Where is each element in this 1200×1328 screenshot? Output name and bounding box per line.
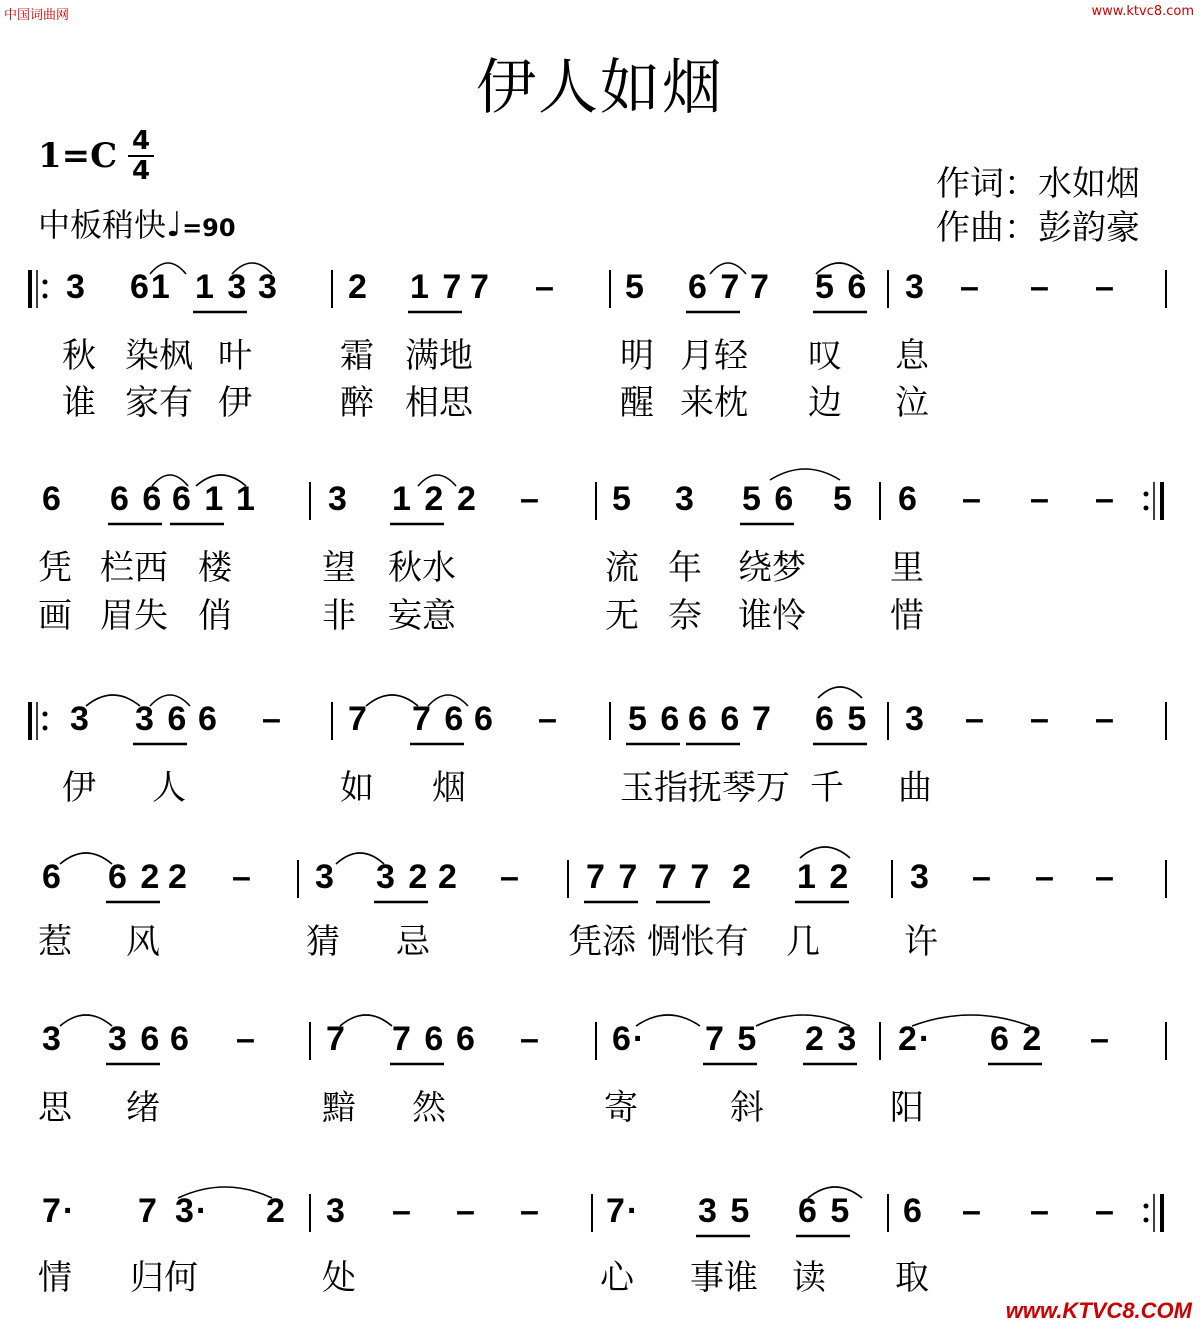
- slur-arc: [756, 1015, 850, 1026]
- lyric-syllable: 年: [668, 548, 702, 588]
- note-group: 1 2: [797, 858, 851, 896]
- note-group: 3: [326, 1192, 347, 1230]
- note-group: 3: [42, 1020, 63, 1058]
- composer-credit: 作曲：彭韵豪: [936, 208, 1140, 248]
- note-group: –: [1035, 858, 1056, 896]
- slur-arc: [418, 475, 456, 486]
- song-title: 伊人如烟: [476, 53, 724, 123]
- note-group: 2 3: [805, 1020, 859, 1058]
- lyric-syllable: 流: [605, 548, 639, 588]
- lyric-syllable: 里: [890, 548, 924, 588]
- note-group: –: [520, 480, 541, 518]
- note-group: 61: [130, 268, 172, 306]
- slur-arc: [232, 263, 272, 274]
- lyric-syllable: 取: [895, 1258, 929, 1298]
- lyric-syllable: 心: [600, 1258, 634, 1298]
- note-group: 5 6: [815, 268, 869, 306]
- note-group: 6: [198, 700, 219, 738]
- lyric-syllable: 画: [38, 596, 72, 636]
- lyric-syllable: 人: [152, 768, 186, 808]
- lyric-syllable: 玉指抚琴万: [620, 768, 790, 808]
- note-group: 3: [66, 268, 87, 306]
- lyric-syllable: 明: [620, 336, 654, 376]
- slur-arc: [86, 695, 140, 706]
- lyric-syllable: 醉: [340, 383, 374, 423]
- note-group: 5 6: [628, 700, 682, 738]
- lyric-syllable: 染枫: [125, 336, 193, 376]
- note-group: 3: [258, 268, 279, 306]
- lyric-syllable: 如: [340, 768, 374, 808]
- note-group: 2: [168, 858, 189, 896]
- tempo-text: 中板稍快: [38, 206, 167, 244]
- lyric-syllable: 阳: [890, 1088, 924, 1128]
- note-group: –: [972, 858, 993, 896]
- slur-arc: [770, 469, 840, 480]
- note-group: –: [392, 1192, 413, 1230]
- note-group: 5 6: [742, 480, 796, 518]
- lyric-syllable: 秋: [62, 336, 96, 376]
- lyric-syllable: 几: [786, 922, 820, 962]
- lyric-syllable: 非: [322, 596, 356, 636]
- lyric-syllable: 事谁: [690, 1258, 758, 1298]
- note-group: 7 6: [392, 1020, 446, 1058]
- lyric-syllable: 风: [126, 922, 160, 962]
- note-group: –: [962, 480, 983, 518]
- note-group: 2: [457, 480, 478, 518]
- lyric-syllable: 伊: [218, 383, 252, 423]
- slur-arc: [818, 687, 862, 698]
- note-group: 7: [750, 268, 771, 306]
- note-group: 2·: [898, 1020, 933, 1058]
- note-group: 7: [138, 1192, 159, 1230]
- note-group: 6: [42, 480, 63, 518]
- lyric-syllable: 眉失: [100, 596, 168, 636]
- lyric-syllable: 归何: [130, 1258, 198, 1298]
- lyricist-credit: 作词：水如烟: [936, 164, 1140, 204]
- note-group: 7: [348, 700, 369, 738]
- note-group: 6 6: [110, 480, 164, 518]
- slur-arc: [60, 853, 112, 864]
- repeat-dot: [1144, 1204, 1149, 1209]
- lyric-syllable: 惹: [38, 922, 72, 962]
- note-group: –: [965, 700, 986, 738]
- lyric-syllable: 月轻: [680, 336, 748, 376]
- note-group: 6: [456, 1020, 477, 1058]
- lyric-syllable: 家有: [125, 383, 193, 423]
- note-group: 3 5: [698, 1192, 752, 1230]
- note-group: 5: [612, 480, 633, 518]
- note-group: 3: [328, 480, 349, 518]
- lyric-syllable: 绕梦: [738, 548, 806, 588]
- note-group: 6: [170, 1020, 191, 1058]
- note-group: 7 7: [586, 858, 640, 896]
- slur-arc: [196, 475, 246, 486]
- lyric-syllable: 寄: [604, 1088, 638, 1128]
- note-group: –: [1030, 268, 1051, 306]
- lyric-syllable: 读: [792, 1258, 826, 1298]
- site-watermark-bottom: www.KTVC8.COM: [1005, 1298, 1192, 1323]
- note-group: 3: [905, 700, 926, 738]
- lyric-syllable: 叹: [808, 336, 842, 376]
- note-group: 6 2: [108, 858, 162, 896]
- note-group: 6 5: [815, 700, 869, 738]
- note-group: –: [1030, 1192, 1051, 1230]
- lyric-syllable: 泣: [895, 383, 929, 423]
- lyric-syllable: 千: [810, 768, 844, 808]
- note-group: –: [1030, 480, 1051, 518]
- lyric-syllable: 斜: [730, 1088, 764, 1128]
- note-group: 6 1: [172, 480, 226, 518]
- note-group: 6: [903, 1192, 924, 1230]
- lyric-syllable: 叶: [218, 336, 252, 376]
- tempo-bpm: =90: [182, 214, 236, 242]
- slur-arc: [816, 263, 862, 274]
- note-group: –: [262, 700, 283, 738]
- note-group: 7: [752, 700, 773, 738]
- slur-arc: [366, 695, 418, 706]
- note-group: 7: [470, 268, 491, 306]
- note-group: –: [1095, 858, 1116, 896]
- lyric-syllable: 情: [38, 1258, 72, 1298]
- slur-arc: [636, 1015, 700, 1026]
- note-group: 6: [474, 700, 495, 738]
- note-group: 2: [266, 1192, 287, 1230]
- note-group: –: [1095, 700, 1116, 738]
- note-group: 7 6: [412, 700, 466, 738]
- note-group: 2: [348, 268, 369, 306]
- note-group: 1 3: [195, 268, 249, 306]
- note-group: 7: [326, 1020, 347, 1058]
- note-group: 3 2: [376, 858, 430, 896]
- note-group: 6: [42, 858, 63, 896]
- slur-arc: [340, 1015, 392, 1026]
- slur-arc: [912, 1015, 1030, 1026]
- lyric-syllable: 醒: [620, 383, 654, 423]
- note-group: 1 2: [392, 480, 446, 518]
- lyric-syllable: 忌: [396, 922, 430, 962]
- note-group: 3: [315, 858, 336, 896]
- lyric-syllable: 惜: [890, 596, 924, 636]
- lyric-syllable: 秋水: [388, 548, 456, 588]
- lyric-syllable: 猜: [306, 922, 340, 962]
- site-watermark-left: 中国词曲网: [4, 8, 70, 23]
- lyric-syllable: 楼: [198, 548, 232, 588]
- note-group: 6 6: [688, 700, 742, 738]
- repeat-dot: [43, 294, 48, 299]
- note-group: –: [1090, 1020, 1111, 1058]
- note-group: 5: [625, 268, 646, 306]
- note-group: 6 2: [990, 1020, 1044, 1058]
- note-group: 7 5: [705, 1020, 759, 1058]
- lyric-syllable: 凭: [38, 548, 72, 588]
- lyric-syllable: 绪: [126, 1088, 160, 1128]
- note-group: 7·: [606, 1192, 641, 1230]
- lyric-syllable: 边: [808, 383, 842, 423]
- slur-arc: [178, 1187, 272, 1198]
- lyric-syllable: 霜: [340, 336, 374, 376]
- repeat-dot: [43, 712, 48, 717]
- lyric-syllable: 许: [904, 922, 938, 962]
- note-group: 1 7: [410, 268, 464, 306]
- site-watermark-right: www.ktvc8.com: [1091, 4, 1194, 19]
- note-group: –: [520, 1192, 541, 1230]
- note-group: –: [232, 858, 253, 896]
- slur-arc: [710, 263, 746, 274]
- lyric-syllable: 栏西: [100, 548, 168, 588]
- lyric-syllable: 无: [605, 596, 639, 636]
- repeat-dot: [1144, 492, 1149, 497]
- note-group: 3: [910, 858, 931, 896]
- lyric-syllable: 曲: [898, 768, 932, 808]
- note-group: –: [520, 1020, 541, 1058]
- lyric-syllable: 妄意: [388, 596, 456, 636]
- note-group: 6: [898, 480, 919, 518]
- note-group: –: [960, 268, 981, 306]
- key-signature: 1=C: [38, 136, 118, 176]
- note-group: –: [236, 1020, 257, 1058]
- lyric-syllable: 然: [412, 1088, 446, 1128]
- note-group: –: [1095, 268, 1116, 306]
- repeat-dot: [43, 280, 48, 285]
- slur-arc: [152, 475, 188, 486]
- lyric-syllable: 相思: [405, 383, 473, 423]
- time-signature-top: 4: [131, 126, 151, 156]
- note-group: 3·: [175, 1192, 210, 1230]
- note-group: 1: [236, 480, 257, 518]
- lyric-syllable: 黯: [322, 1088, 356, 1128]
- lyric-syllable: 谁: [62, 383, 96, 423]
- time-signature-bottom: 4: [131, 156, 151, 186]
- note-group: –: [535, 268, 556, 306]
- repeat-dot: [1144, 506, 1149, 511]
- lyric-syllable: 来枕: [680, 383, 748, 423]
- quarter-note-icon: ♩: [166, 205, 183, 245]
- note-group: –: [456, 1192, 477, 1230]
- note-group: 3: [675, 480, 696, 518]
- note-group: 6 7: [688, 268, 742, 306]
- note-group: 2: [732, 858, 753, 896]
- note-group: –: [1030, 700, 1051, 738]
- note-group: –: [538, 700, 559, 738]
- lyric-syllable: 伊: [62, 768, 96, 808]
- note-group: –: [500, 858, 521, 896]
- note-group: –: [1095, 480, 1116, 518]
- slur-arc: [428, 695, 468, 706]
- lyric-syllable: 凭添 惆怅有: [568, 922, 749, 962]
- slur-arc: [808, 1187, 862, 1198]
- note-group: 7·: [42, 1192, 77, 1230]
- lyric-syllable: 烟: [432, 768, 466, 808]
- note-group: 5: [833, 480, 854, 518]
- note-group: 7 7: [658, 858, 712, 896]
- lyric-syllable: 息: [895, 336, 929, 376]
- lyric-syllable: 谁怜: [738, 596, 806, 636]
- repeat-dot: [1144, 1218, 1149, 1223]
- repeat-dot: [43, 726, 48, 731]
- slur-arc: [336, 853, 384, 864]
- slur-arc: [150, 263, 186, 274]
- note-group: 3 6: [108, 1020, 162, 1058]
- lyric-syllable: 处: [322, 1258, 356, 1298]
- note-group: 3: [905, 268, 926, 306]
- slur-arc: [150, 695, 190, 706]
- slur-arc: [60, 1015, 112, 1026]
- note-group: 6 5: [798, 1192, 852, 1230]
- lyric-syllable: 思: [38, 1088, 72, 1128]
- lyric-syllable: 满地: [405, 336, 473, 376]
- note-group: 6·: [612, 1020, 647, 1058]
- slur-arc: [800, 847, 850, 858]
- note-group: –: [1095, 1192, 1116, 1230]
- note-group: 3 6: [135, 700, 189, 738]
- lyric-syllable: 望: [322, 548, 356, 588]
- note-group: 2: [438, 858, 459, 896]
- lyric-syllable: 俏: [198, 596, 232, 636]
- note-group: 3: [70, 700, 91, 738]
- lyric-syllable: 奈: [668, 596, 702, 636]
- note-group: –: [962, 1192, 983, 1230]
